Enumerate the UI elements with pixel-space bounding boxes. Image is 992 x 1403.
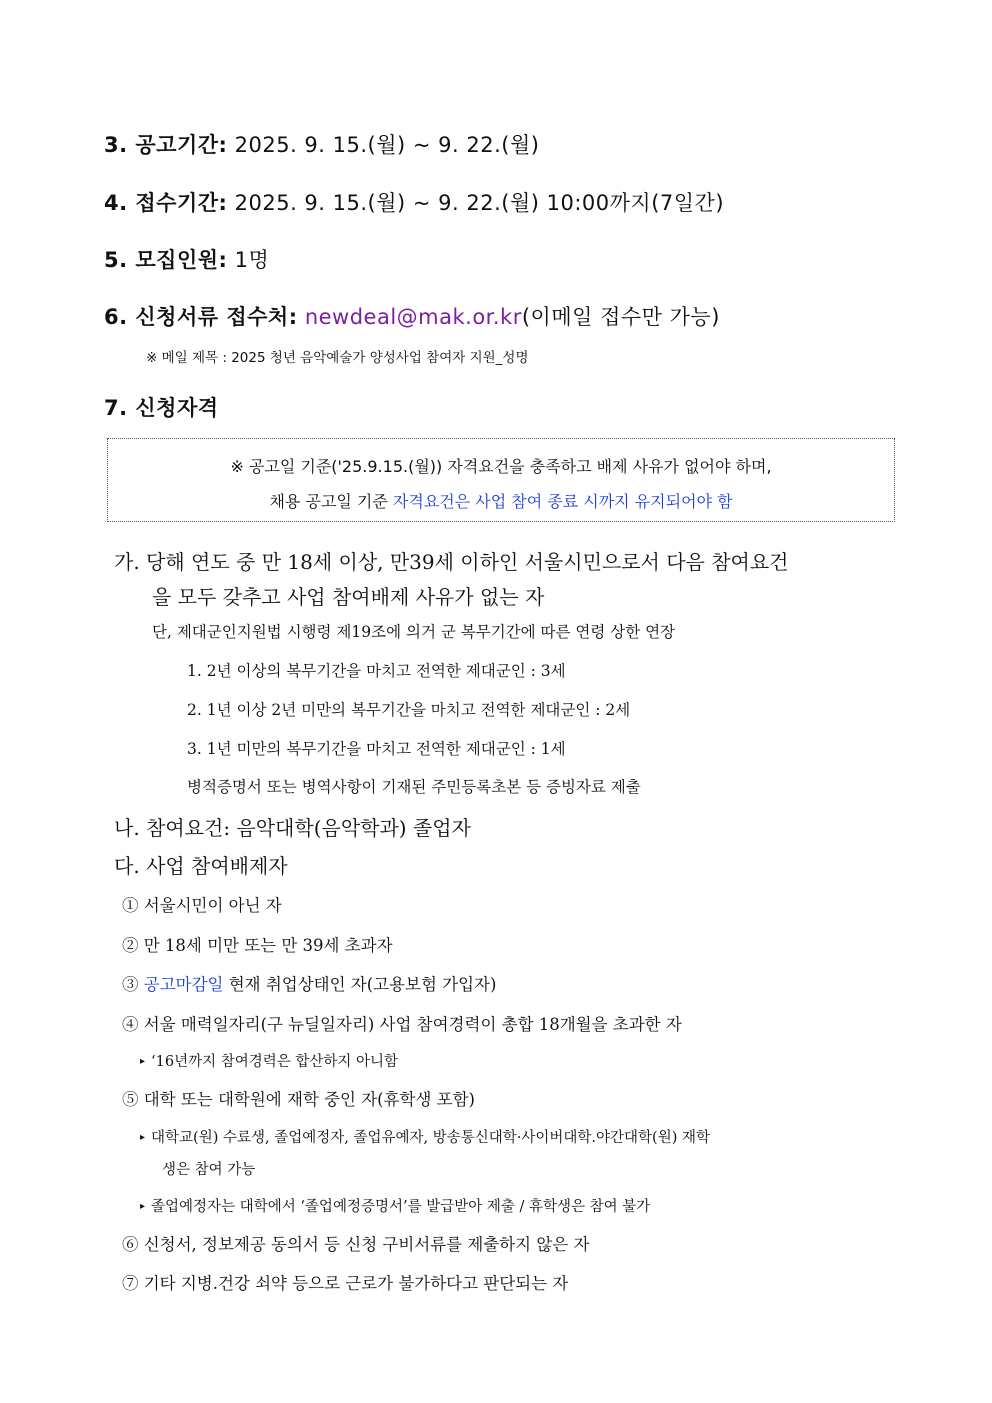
section-4-reception-period [104,187,724,217]
da-item-2: ② 만 18세 미만 또는 만 39세 초과자 [122,936,393,955]
notice-highlight: 자격요건은 사업 참여 종료 시까지 유지되어야 함 [392,492,733,511]
notice-line-1: ※ 공고일 기준('25.9.15.(월)) 자격요건을 충족하고 배제 사유가 없어야 하며, [230,457,772,476]
ga-proof: 병적증명서 또는 병역사항이 기재된 주민등록초본 등 증빙자료 제출 [187,778,641,796]
deadline-highlight: 공고마감일 [143,975,224,994]
section-7-qualification [104,392,219,422]
ga-line-1: 가. 당해 연도 중 만 18세 이상, 만39세 이하인 서울시민으로서 다음 참여요건 [114,550,789,574]
section-7-label: 7. 신청자격 [104,396,219,420]
section-5-label: 5. 모집인원: [104,248,228,272]
ga-item-2: 2. 1년 이상 2년 미만의 복무기간을 마치고 전역한 제대군인 : 2세 [187,701,631,719]
da-item-6: ⑥ 신청서, 정보제공 동의서 등 신청 구비서류를 제출하지 않은 자 [122,1235,590,1254]
da-item-4-sub-text: ‘16년까지 참여경력은 합산하지 아니함 [151,1054,399,1070]
da-item-5-sub-1-text: 대학교(원) 수료생, 졸업예정자, 졸업유예자, 방송통신대학·사이버대학.야간대학(원) 재학 [151,1130,710,1146]
section-6-label: 6. 신청서류 접수처: [104,305,298,329]
da-item-5-sub-2-text: 졸업예정자는 대학에서 ‘졸업예정증명서’를 발급받아 제출 / 휴학생은 참여 불가 [151,1199,651,1215]
notice-line-2-prefix: 채용 공고일 기준 [269,492,393,511]
section-5-value: 1명 [234,248,270,272]
section-6-submission [104,301,720,331]
ga-item-3: 3. 1년 미만의 복무기간을 마치고 전역한 제대군인 : 1세 [187,740,566,758]
da-title: 다. 사업 참여배제자 [114,854,288,878]
da-item-5-sub-2 [140,1195,650,1216]
ga-item-1: 1. 2년 이상의 복무기간을 마치고 전역한 제대군인 : 3세 [187,662,566,680]
da-item-4-sub [140,1050,398,1071]
triangle-bullet-icon: ▸ [140,1201,146,1212]
section-3-value: 2025. 9. 15.(월) ~ 9. 22.(월) [234,133,540,157]
triangle-bullet-icon: ▸ [140,1132,146,1143]
section-6-suffix: (이메일 접수만 가능) [521,305,720,329]
da-item-5-sub-1 [140,1126,710,1147]
notice-line-2 [108,489,894,512]
da-item-3-rest: 현재 취업상태인 자(고용보험 가입자) [223,975,497,994]
section-3-label: 3. 공고기간: [104,133,228,157]
da-item-3 [122,971,496,995]
ga-sub: 단, 제대군인지원법 시행령 제19조에 의거 군 복무기간에 따른 연령 상한 연장 [152,623,676,641]
triangle-bullet-icon: ▸ [140,1056,146,1067]
da-item-1: ① 서울시민이 아닌 자 [122,896,282,915]
email-subject-note: ※ 메일 제목 : 2025 청년 음악예술가 양성사업 참여자 지원_성명 [146,350,529,366]
da-item-5: ⑤ 대학 또는 대학원에 재학 중인 자(휴학생 포함) [122,1090,475,1109]
da-item-4: ④ 서울 매력일자리(구 뉴딜일자리) 사업 참여경력이 총합 18개월을 초과한 자 [122,1015,682,1034]
da-item-7: ⑦ 기타 지병.건강 쇠약 등으로 근로가 불가하다고 판단되는 자 [122,1274,569,1293]
na-line: 나. 참여요건: 음악대학(음악학과) 졸업자 [114,816,471,840]
section-3-announcement-period [104,129,539,159]
notice-box [107,438,895,522]
section-5-recruitment [104,244,269,274]
email-link[interactable]: newdeal@mak.or.kr [304,305,522,329]
section-4-label: 4. 접수기간: [104,191,228,215]
section-4-value: 2025. 9. 15.(월) ~ 9. 22.(월) 10:00까지(7일간) [234,191,725,215]
da-item-5-sub-1-cont: 생은 참여 가능 [162,1162,256,1178]
da-item-3-num: ③ [122,975,144,994]
ga-line-2: 을 모두 갖추고 사업 참여배제 사유가 없는 자 [152,585,545,609]
